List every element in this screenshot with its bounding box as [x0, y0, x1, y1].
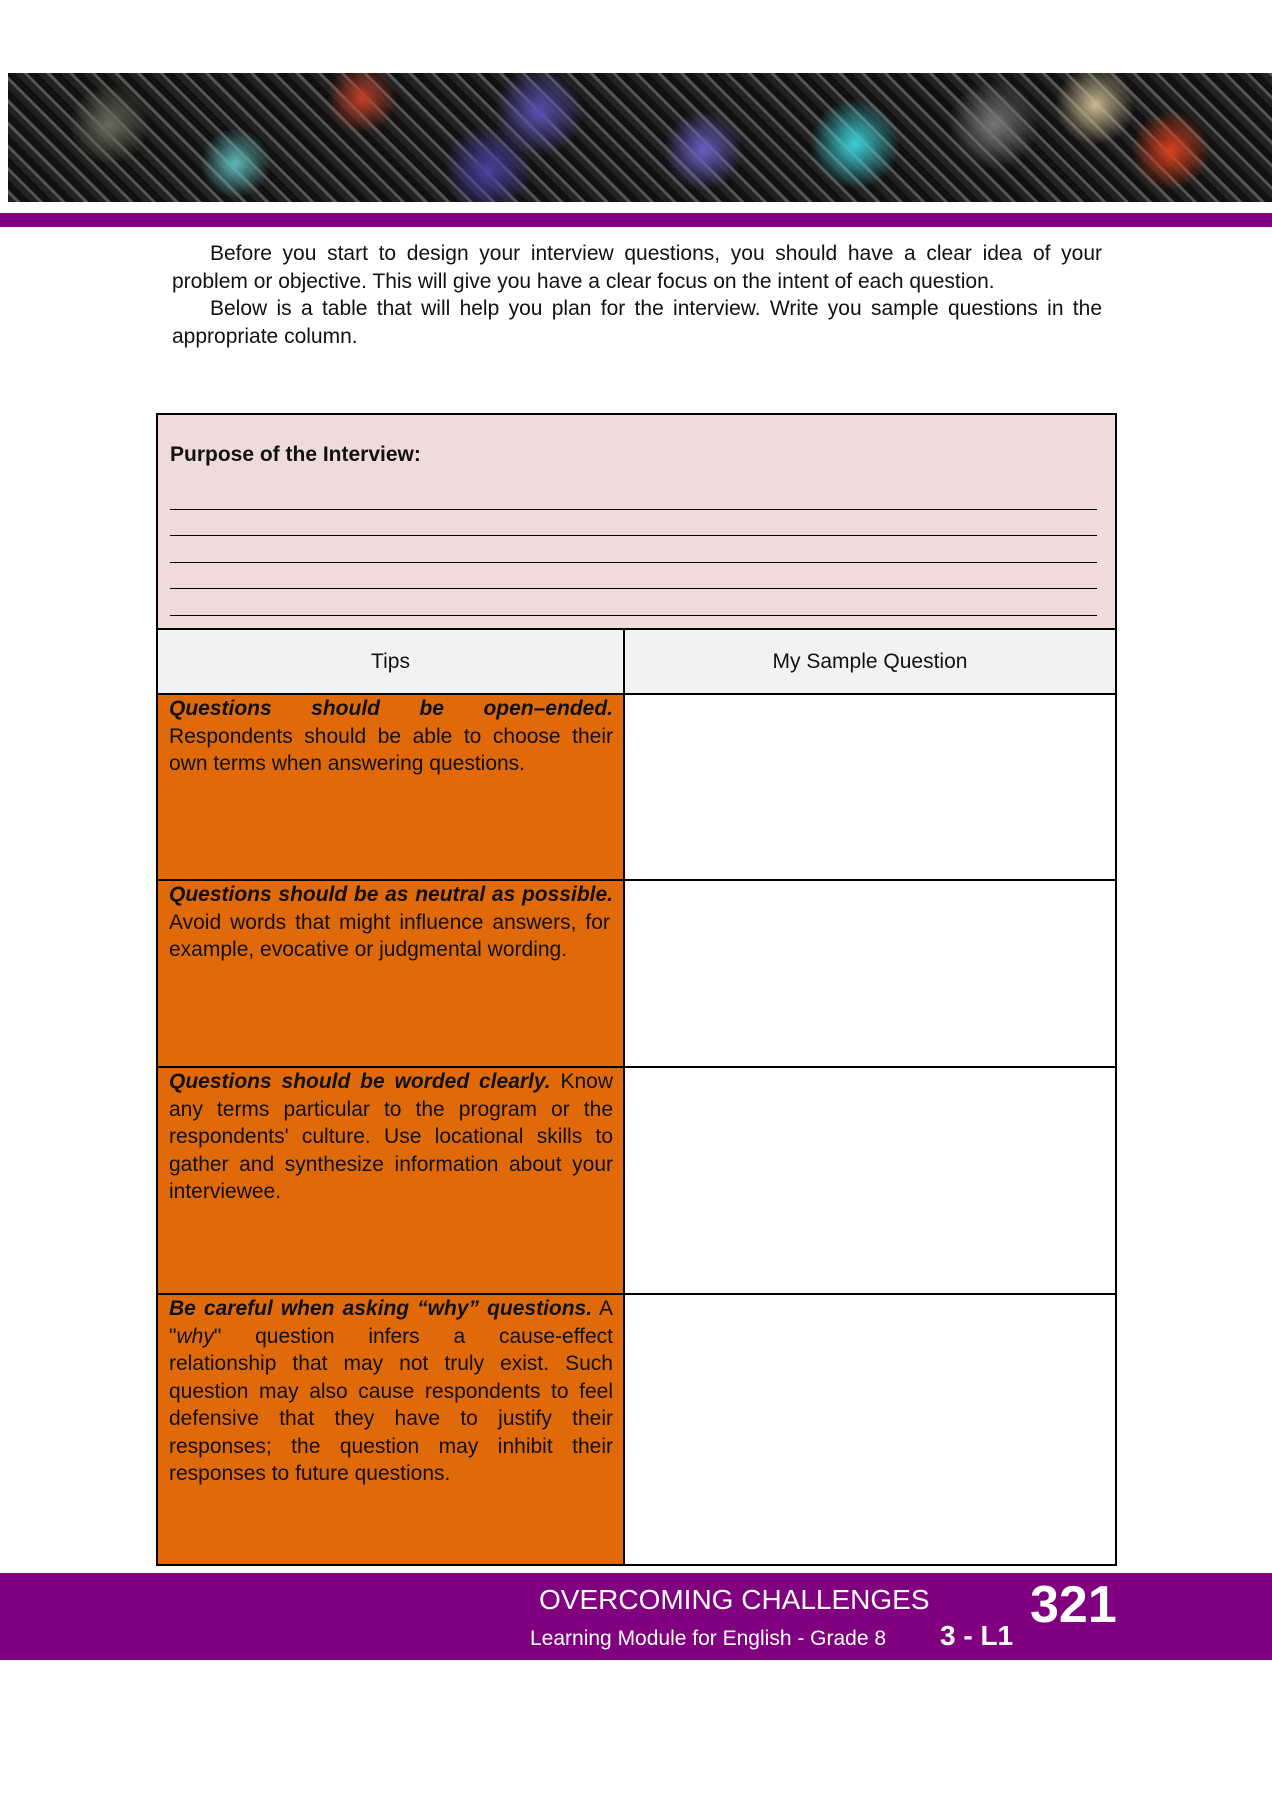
purpose-section [157, 414, 1116, 629]
writing-line[interactable] [170, 563, 1097, 590]
tip-lead: Questions should be worded clearly. [169, 1070, 551, 1093]
footer-bar [0, 1573, 1272, 1660]
sample-question-cell[interactable] [624, 694, 1116, 880]
sample-question-cell[interactable] [624, 1067, 1116, 1294]
intro-paragraph-2: Below is a table that will help you plan for the interview. Write you sample questions in the appropriate column. [172, 297, 1102, 348]
header-sample-question: My Sample Question [624, 629, 1116, 694]
writing-line[interactable] [170, 483, 1097, 510]
writing-line[interactable] [170, 589, 1097, 616]
sample-question-cell[interactable] [624, 1294, 1116, 1565]
tip-cell [157, 1067, 624, 1294]
decorative-banner-image [8, 73, 1272, 202]
purpose-label: Purpose of the Interview: [170, 443, 421, 466]
header-tips: Tips [157, 629, 624, 694]
tip-cell [157, 694, 624, 880]
tip-lead: Questions should be open–ended. [169, 697, 613, 720]
interview-plan-table [156, 413, 1117, 1566]
intro-text [172, 240, 1102, 350]
writing-line[interactable] [170, 536, 1097, 563]
tip-cell [157, 1294, 624, 1565]
tip-cell [157, 880, 624, 1067]
page-number: 321 [1030, 1576, 1117, 1634]
tip-body: " question infers a cause-effect relationship that may not truly exist. Such question may also cause respondents to feel defensive that they have to justify their responses; the question may inhibit their responses to future questions. [169, 1324, 613, 1485]
footer-title: OVERCOMING CHALLENGES [539, 1584, 930, 1615]
tip-body: Respondents should be able to choose their own terms when answering questions. [169, 724, 613, 775]
tip-lead: Questions should be as neutral as possible. [169, 883, 613, 906]
tip-lead: Be careful when asking “why” questions. [169, 1297, 593, 1320]
tip-emphasis: why [176, 1324, 214, 1348]
intro-paragraph-1: Before you start to design your interview questions, you should have a clear idea of your problem or objective. This will give you have a clear focus on the intent of each question. [172, 242, 1102, 293]
footer-unit: 3 - L1 [940, 1620, 1014, 1651]
writing-line[interactable] [170, 510, 1097, 537]
footer-subtitle: Learning Module for English - Grade 8 [530, 1627, 887, 1650]
sample-question-cell[interactable] [624, 880, 1116, 1067]
tip-body: A " [169, 1297, 613, 1348]
tip-body: Avoid words that might influence answers, for example, evocative or judgmental wording. [169, 910, 610, 961]
header-rule [0, 213, 1272, 227]
tip-body: Know any terms particular to the program or the respondents' culture. Use locational skills to gather and synthesize information about your interviewee. [169, 1070, 613, 1203]
